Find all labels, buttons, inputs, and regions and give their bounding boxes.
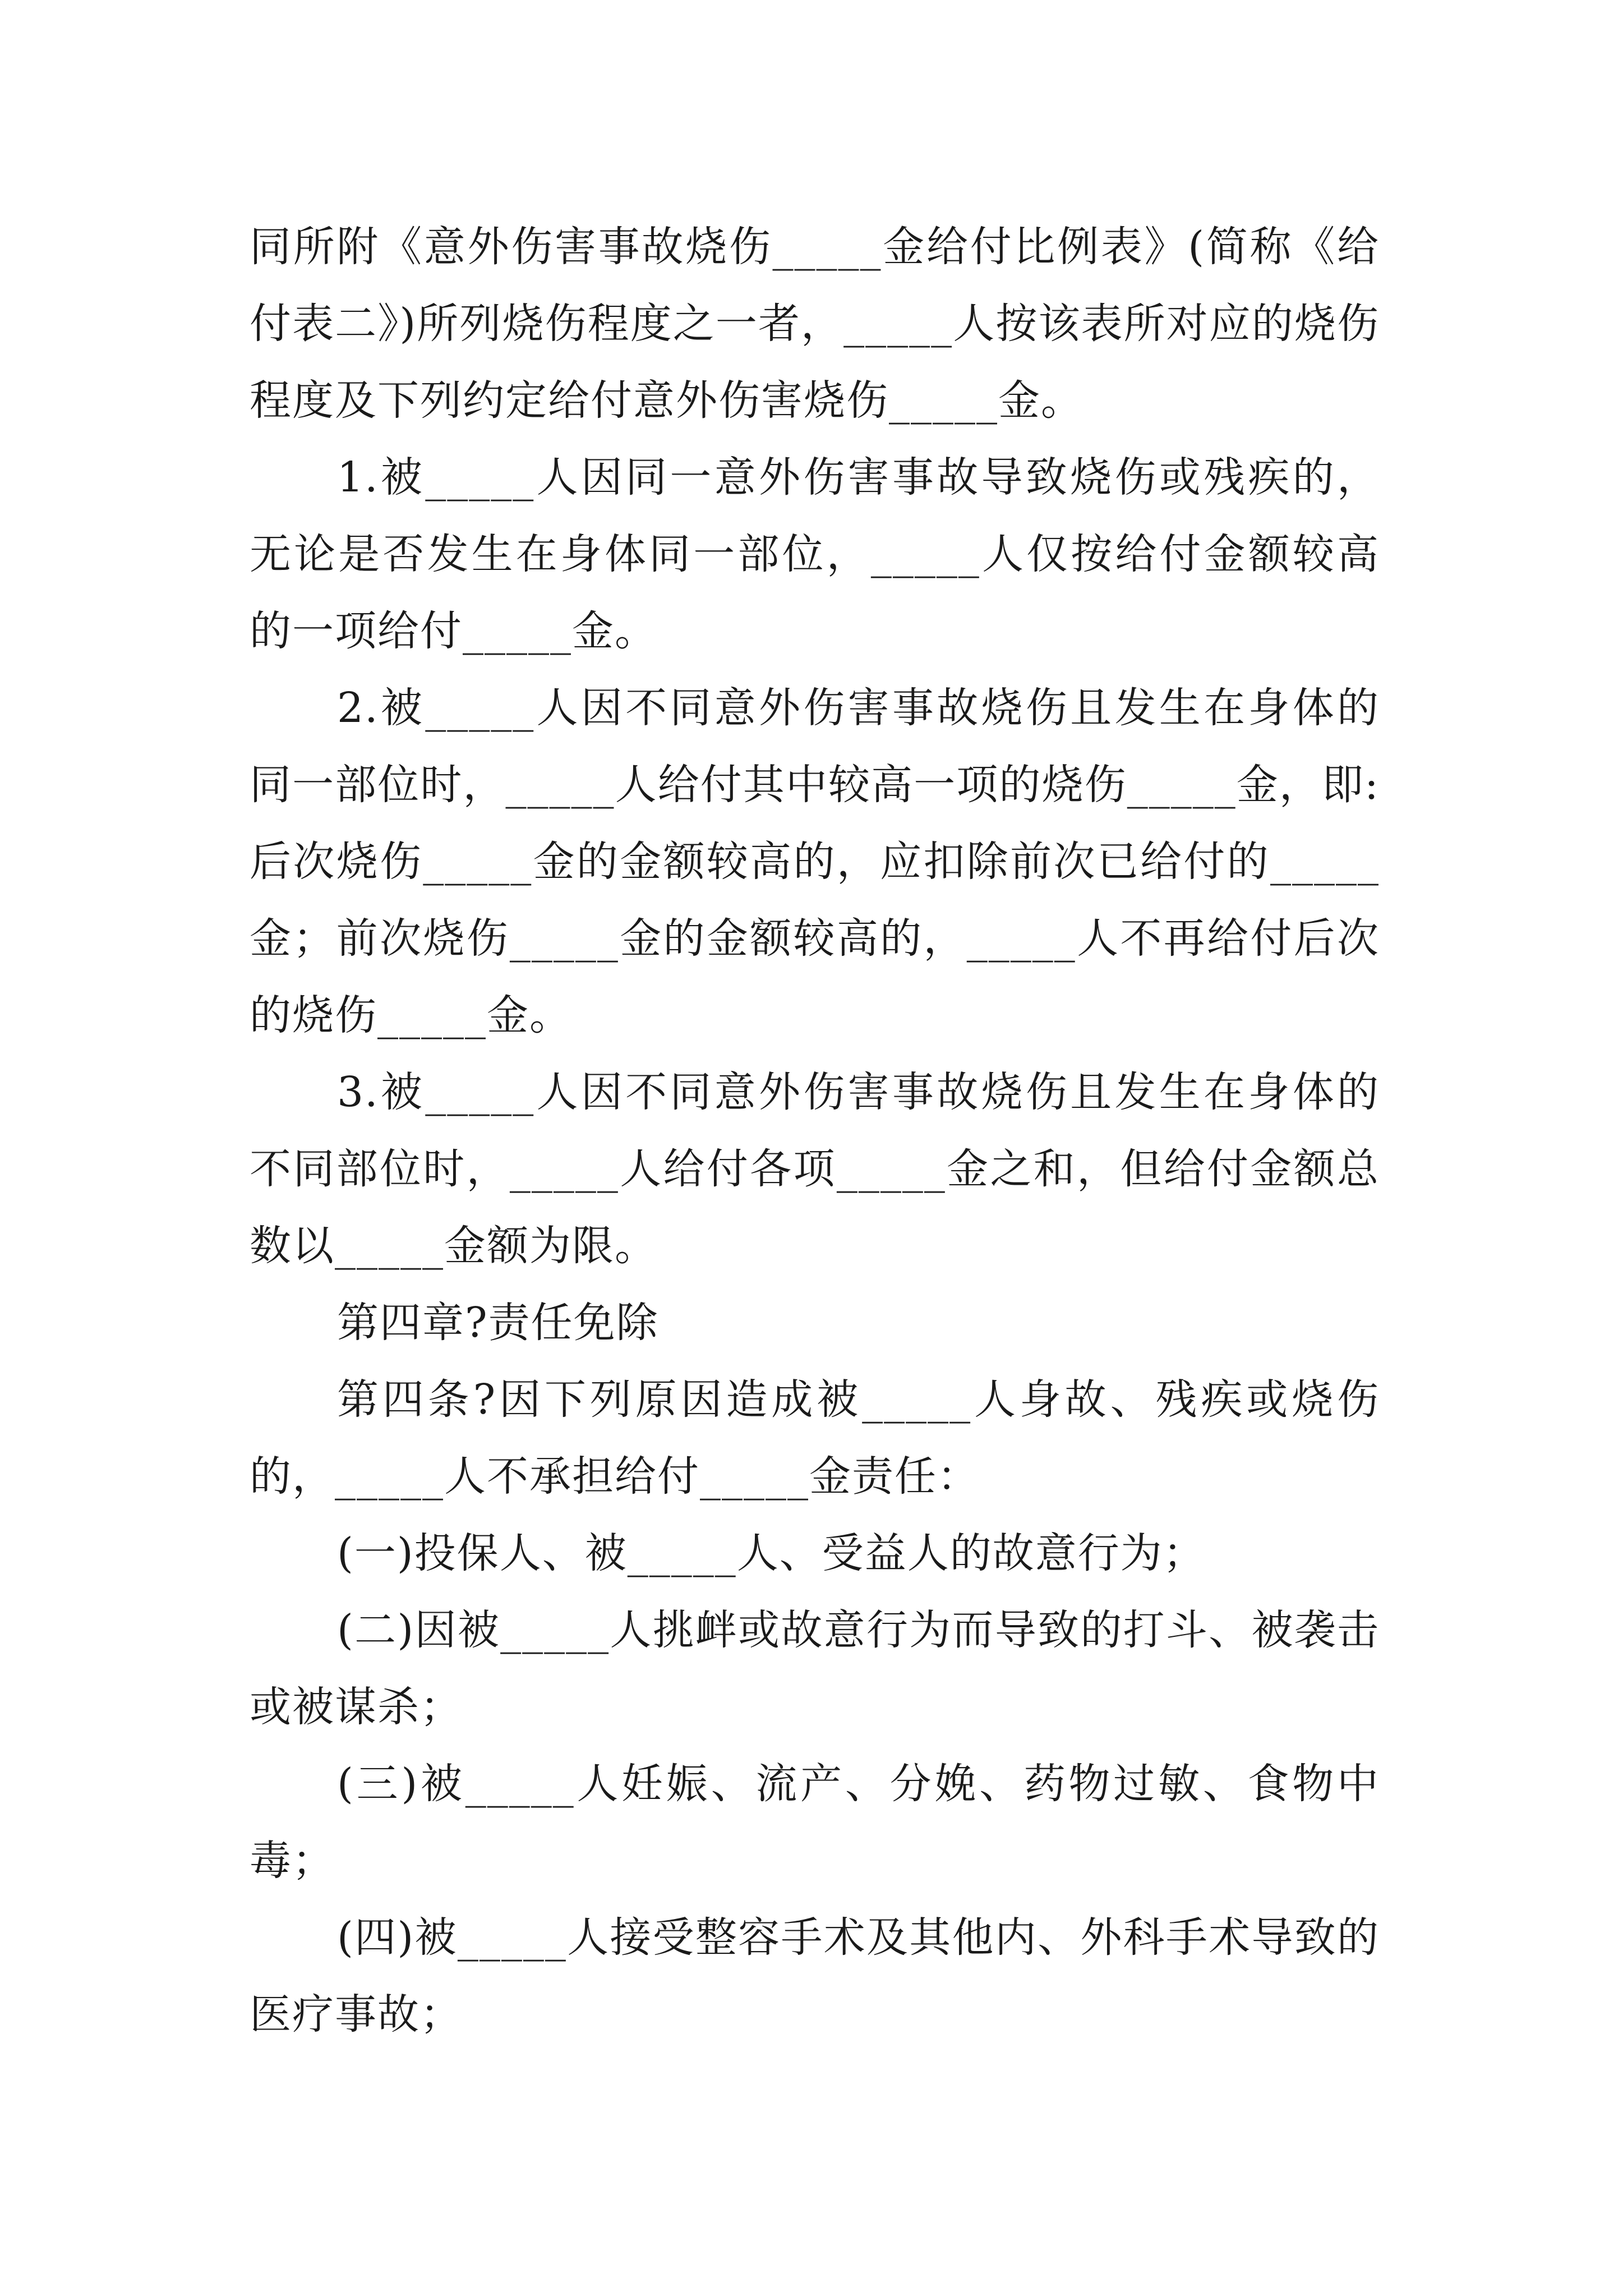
exclusion-item-2: (二)因被_____人挑衅或故意行为而导致的打斗、被袭击或被谋杀；: [250, 1606, 1380, 1731]
paragraph-burn-table-clause: 同所附《意外伤害事故烧伤_____金给付比例表》(简称《给付表二》)所列烧伤程度之一者，_____人按该表所对应的烧伤程度及下列约定给付意外伤害烧伤_____金。: [250, 223, 1380, 425]
exclusion-item-1: (一)投保人、被_____人、受益人的故意行为；: [337, 1529, 1206, 1577]
exclusion-item-4: (四)被_____人接受整容手术及其他内、外科手术导致的医疗事故；: [250, 1913, 1380, 2039]
paragraph-item-1: 1.被_____人因同一意外伤害事故导致烧伤或残疾的，无论是否发生在身体同一部位，_____人仅按给付金额较高的一项给付_____金。: [250, 453, 1380, 655]
document-body: [250, 209, 1380, 2053]
article-4: 第四条?因下列原因造成被_____人身故、残疾或烧伤的，_____人不承担给付_____金责任：: [250, 1375, 1380, 1501]
exclusion-item-3: (三)被_____人妊娠、流产、分娩、药物过敏、食物中毒；: [250, 1760, 1380, 1885]
paragraph-item-2: 2.被_____人因不同意外伤害事故烧伤且发生在身体的同一部位时，_____人给付其中较高一项的烧伤_____金，即:后次烧伤_____金的金额较高的，应扣除前次已给付的_____金；前次烧伤_____金的金额较高的，_____人不再给付后次的烧伤_____金。: [250, 684, 1380, 1039]
chapter-heading: 第四章?责任免除: [337, 1299, 659, 1347]
paragraph-item-3: 3.被_____人因不同意外伤害事故烧伤且发生在身体的不同部位时，_____人给付各项_____金之和，但给付金额总数以_____金额为限。: [250, 1068, 1380, 1270]
